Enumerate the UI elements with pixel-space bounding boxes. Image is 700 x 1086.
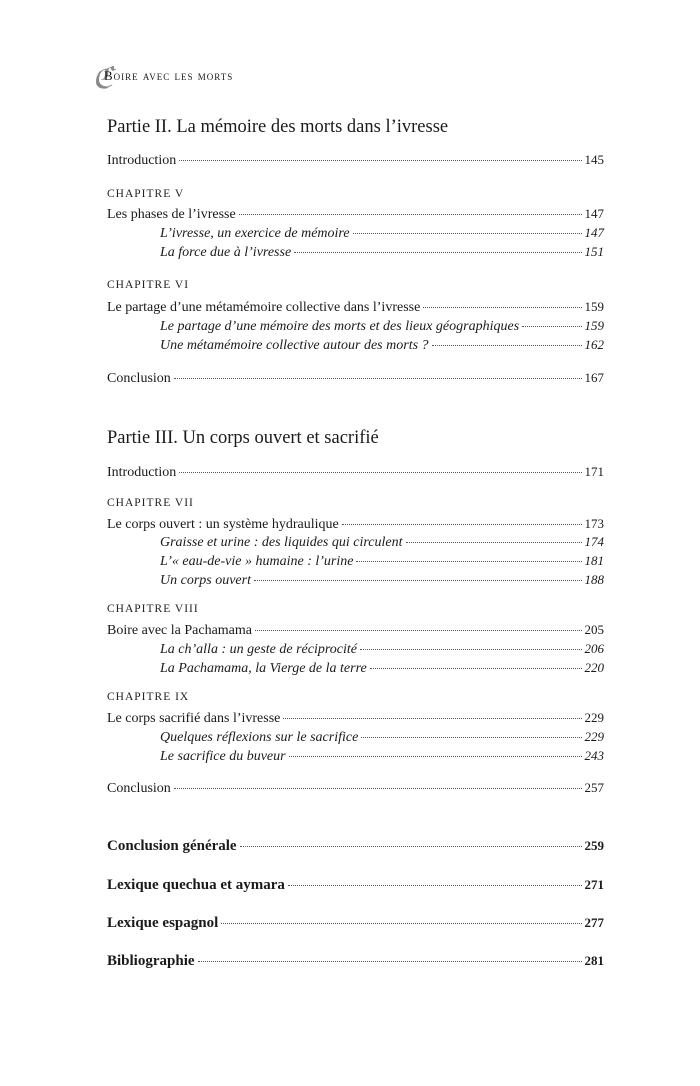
- entry-label: Lexique espagnol: [107, 915, 219, 931]
- entry-label: Le partage d’une métamémoire collective dans l’ivresse: [107, 300, 421, 315]
- toc-entry-conclusion[interactable]: [107, 369, 604, 387]
- chapter-label: CHAPITRE IX: [107, 691, 190, 703]
- entry-page: 162: [584, 337, 604, 352]
- part-title: Partie III. Un corps ouvert et sacrifié: [107, 428, 379, 448]
- entry-label: Quelques réflexions sur le sacrifice: [160, 730, 359, 745]
- entry-label: Le corps sacrifié dans l’ivresse: [107, 711, 281, 726]
- toc-entry-section[interactable]: [160, 533, 604, 551]
- entry-page: 277: [584, 915, 604, 930]
- dot-leader: [353, 233, 582, 234]
- entry-page: 229: [584, 729, 604, 744]
- chapter-label: CHAPITRE VI: [107, 279, 190, 291]
- dot-leader: [361, 737, 581, 738]
- toc-entry-section[interactable]: [160, 571, 604, 589]
- dot-leader: [423, 307, 581, 308]
- toc-entry-chapter[interactable]: [107, 621, 604, 639]
- entry-page: 173: [584, 516, 604, 531]
- toc-entry-chapter[interactable]: [107, 298, 604, 316]
- dot-leader: [221, 923, 581, 924]
- entry-label: Le sacrifice du buveur: [160, 749, 286, 764]
- entry-page: 271: [584, 877, 604, 892]
- entry-label: Une métamémoire collective autour des morts ?: [160, 338, 429, 353]
- entry-label: L’« eau-de-vie » humaine : l’urine: [160, 554, 354, 569]
- entry-label: Introduction: [107, 465, 177, 480]
- entry-page: 220: [584, 660, 604, 675]
- entry-page: 259: [584, 838, 604, 853]
- entry-page: 174: [584, 534, 604, 549]
- entry-page: 171: [584, 464, 604, 479]
- dot-leader: [198, 961, 582, 962]
- dot-leader: [240, 846, 582, 847]
- entry-page: 147: [584, 225, 604, 240]
- entry-label: Conclusion générale: [107, 838, 237, 854]
- dot-leader: [370, 668, 582, 669]
- toc-entry-section[interactable]: [160, 728, 604, 746]
- entry-page: 205: [584, 622, 604, 637]
- dot-leader: [294, 252, 581, 253]
- entry-label: Boire avec la Pachamama: [107, 623, 252, 638]
- toc-entry-section[interactable]: [160, 640, 604, 658]
- toc-entry-section[interactable]: [160, 747, 604, 765]
- entry-page: 206: [584, 641, 604, 656]
- entry-page: 243: [584, 748, 604, 763]
- entry-label: Lexique quechua et aymara: [107, 877, 285, 893]
- entry-label: Introduction: [107, 153, 177, 168]
- dot-leader: [239, 214, 582, 215]
- toc-entry-section[interactable]: [160, 336, 604, 354]
- entry-label: La Pachamama, la Vierge de la terre: [160, 661, 367, 676]
- entry-page: 147: [584, 206, 604, 221]
- dot-leader: [179, 160, 581, 161]
- toc-entry-section[interactable]: [160, 659, 604, 677]
- dot-leader: [289, 756, 582, 757]
- part-title: Partie II. La mémoire des morts dans l’ivresse: [107, 117, 449, 137]
- dot-leader: [174, 378, 582, 379]
- dot-leader: [255, 630, 582, 631]
- toc-entry-end-matter[interactable]: [107, 914, 604, 932]
- entry-page: 151: [584, 244, 604, 259]
- entry-label: Bibliographie: [107, 953, 195, 969]
- dot-leader: [179, 472, 581, 473]
- dot-leader: [283, 718, 581, 719]
- entry-page: 229: [584, 710, 604, 725]
- toc-entry-end-matter[interactable]: [107, 837, 604, 855]
- entry-page: 281: [584, 953, 604, 968]
- entry-page: 257: [584, 780, 604, 795]
- toc-entry-introduction[interactable]: [107, 463, 604, 481]
- entry-page: 145: [584, 152, 604, 167]
- running-header-title: Boire avec les morts: [104, 68, 234, 83]
- toc-entry-section[interactable]: [160, 317, 604, 335]
- entry-page: 181: [584, 553, 604, 568]
- toc-entry-end-matter[interactable]: [107, 876, 604, 894]
- dot-leader: [522, 326, 581, 327]
- dot-leader: [254, 580, 582, 581]
- dot-leader: [288, 885, 582, 886]
- chapter-label: CHAPITRE VII: [107, 497, 194, 509]
- entry-label: Les phases de l’ivresse: [107, 207, 236, 222]
- dot-leader: [356, 561, 581, 562]
- dot-leader: [360, 649, 582, 650]
- entry-page: 159: [584, 318, 604, 333]
- toc-entry-section[interactable]: [160, 243, 604, 261]
- entry-label: L’ivresse, un exercice de mémoire: [160, 226, 350, 241]
- entry-page: 159: [584, 299, 604, 314]
- entry-label: La ch’alla : un geste de réciprocité: [160, 642, 357, 657]
- toc-entry-conclusion[interactable]: [107, 779, 604, 797]
- toc-entry-section[interactable]: [160, 552, 604, 570]
- dot-leader: [174, 788, 582, 789]
- toc-entry-end-matter[interactable]: [107, 952, 604, 970]
- chapter-label: CHAPITRE VIII: [107, 603, 199, 615]
- entry-label: Le partage d’une mémoire des morts et des lieux géographiques: [160, 319, 520, 334]
- toc-entry-introduction[interactable]: [107, 151, 604, 169]
- toc-entry-chapter[interactable]: [107, 709, 604, 727]
- entry-label: La force due à l’ivresse: [160, 245, 292, 260]
- dot-leader: [432, 345, 582, 346]
- entry-label: Un corps ouvert: [160, 573, 251, 588]
- dot-leader: [406, 542, 582, 543]
- entry-label: Le corps ouvert : un système hydraulique: [107, 517, 339, 532]
- toc-entry-chapter[interactable]: [107, 515, 604, 533]
- entry-page: 167: [584, 370, 604, 385]
- entry-label: Conclusion: [107, 371, 171, 386]
- ornament-icon: ℭ: [92, 62, 114, 95]
- chapter-label: CHAPITRE V: [107, 188, 185, 200]
- entry-label: Conclusion: [107, 781, 171, 796]
- entry-page: 188: [584, 572, 604, 587]
- dot-leader: [342, 524, 582, 525]
- toc-entry-section[interactable]: [160, 224, 604, 242]
- toc-entry-chapter[interactable]: [107, 205, 604, 223]
- entry-label: Graisse et urine : des liquides qui circulent: [160, 535, 403, 550]
